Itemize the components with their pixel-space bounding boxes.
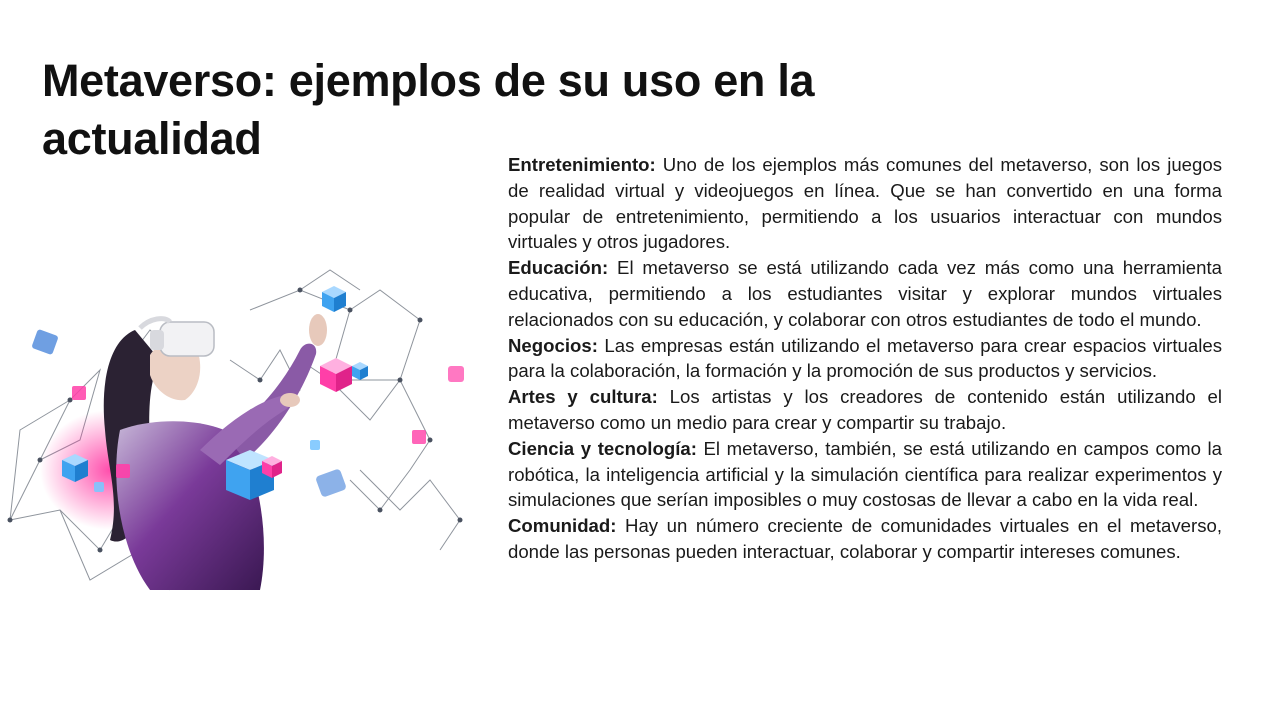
item-negocios bbox=[508, 333, 1222, 385]
item-text: El metaverso se está utilizando cada vez más como una herramienta educativa, permitiendo a los estudiantes visitar y explorar mundos virtuales relacionados con su educación, y colaborar con otros estudiantes de todo el mundo. bbox=[508, 257, 1222, 330]
item-comunidad bbox=[508, 513, 1222, 565]
vr-woman-illustration bbox=[0, 250, 490, 620]
item-ciencia-tecnologia bbox=[508, 436, 1222, 513]
item-text: El metaverso, también, se está utilizando en campos como la robótica, la inteligencia artificial y la simulación científica para realizar experimentos y simulaciones que serían imposibles o muy costosas de llevar a cabo en la vida real. bbox=[508, 437, 1222, 511]
item-term: Artes y cultura: bbox=[508, 386, 658, 408]
item-term: Entretenimiento: bbox=[508, 154, 656, 175]
item-term: Ciencia y tecnología: bbox=[508, 437, 697, 459]
item-text: Hay un número creciente de comunidades virtuales en el metaverso, donde las personas pueden interactuar, colaborar y compartir intereses comunes. bbox=[508, 515, 1222, 562]
item-entretenimiento bbox=[508, 152, 1222, 255]
woman-figure bbox=[104, 314, 327, 590]
slide-title: Metaverso: ejemplos de su uso en la actualidad bbox=[42, 55, 815, 164]
item-term: Comunidad: bbox=[508, 515, 617, 537]
item-artes-cultura bbox=[508, 384, 1222, 436]
item-text: Las empresas están utilizando el metaverso para crear espacios virtuales para la colaboración, la formación y la promoción de sus productos y servicios. bbox=[508, 334, 1222, 382]
item-term: Negocios: bbox=[508, 334, 598, 356]
item-term: Educación: bbox=[508, 257, 609, 279]
item-text: Los artistas y los creadores de contenido están utilizando el metaverso como un medio para crear y compartir su trabajo. bbox=[508, 386, 1222, 433]
item-text: Uno de los ejemplos más comunes del metaverso, son los juegos de realidad virtual y videojuegos en línea. Que se han convertido en una forma popular de entretenimiento, permitiendo a los usuarios interactuar con mundos virtuales y otros jugadores. bbox=[508, 154, 1222, 253]
item-educacion bbox=[508, 255, 1222, 332]
content-body bbox=[508, 152, 1222, 565]
